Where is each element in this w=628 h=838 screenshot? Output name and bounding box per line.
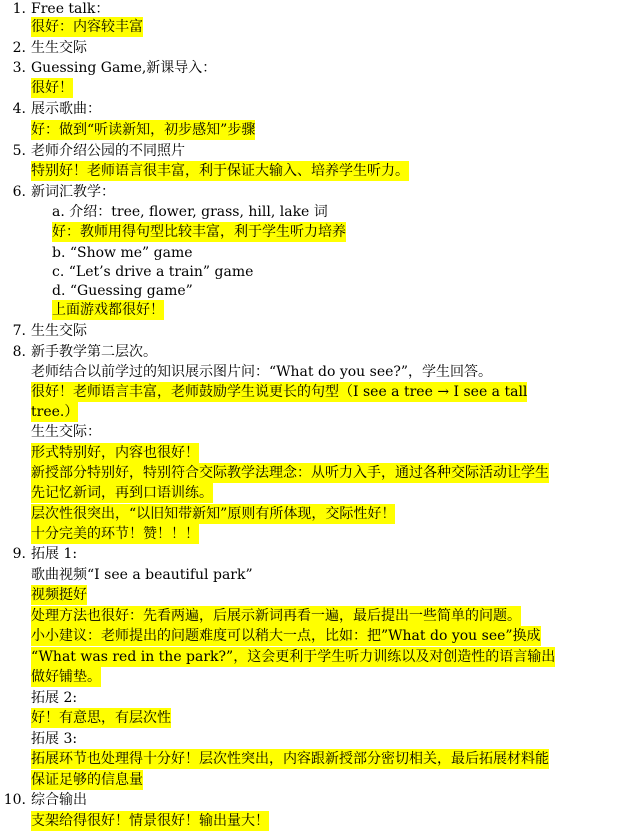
item-title: 老师介绍公园的不同照片 bbox=[31, 143, 185, 159]
comment-line: “What was red in the park?”，这会更利于学生听力训练以及对创造性的语言输出 bbox=[31, 649, 556, 665]
item-title: 拓展 1: bbox=[31, 546, 78, 562]
comment-line: 保证足够的信息量 bbox=[31, 772, 143, 788]
comment-line: 层次性很突出，“以旧知带新知”原则有所体现，交际性好！ bbox=[31, 506, 396, 522]
item-number: 4. bbox=[12, 101, 26, 117]
item-title: Free talk： bbox=[31, 1, 110, 17]
body-line: 生生交际： bbox=[31, 424, 101, 440]
item-number: 1. bbox=[12, 1, 26, 17]
item-number: 10. bbox=[3, 792, 26, 808]
comment-line: 很好：内容较丰富 bbox=[31, 19, 143, 35]
body-line: 歌曲视频“I see a beautiful park” bbox=[31, 567, 253, 583]
item-number: 8. bbox=[12, 344, 26, 360]
sub-item: c. “Let’s drive a train” game bbox=[52, 264, 254, 280]
comment-line: 好：做到“听读新知，初步感知”步骤 bbox=[31, 122, 256, 138]
item-title: 展示歌曲： bbox=[31, 101, 101, 117]
item-number: 9. bbox=[12, 546, 26, 562]
comment-line: 上面游戏都很好！ bbox=[52, 302, 164, 318]
item-number: 5. bbox=[12, 143, 26, 159]
item-number: 6. bbox=[12, 184, 26, 200]
item-number: 2. bbox=[12, 40, 26, 56]
item-title: 综合输出 bbox=[31, 792, 87, 808]
body-line: 拓展 2: bbox=[31, 690, 78, 706]
comment-line: 视频挺好 bbox=[31, 587, 87, 603]
comment-line: 很好！ bbox=[31, 80, 73, 96]
item-title: Guessing Game,新课导入： bbox=[31, 60, 217, 76]
item-title: 生生交际 bbox=[31, 40, 87, 56]
comment-line: 形式特别好，内容也很好！ bbox=[31, 445, 199, 461]
comment-line: 处理方法也很好：先看两遍，后展示新词再看一遍，最后提出一些简单的问题。 bbox=[31, 608, 521, 624]
comment-line: tree.） bbox=[31, 404, 79, 420]
sub-item: d. “Guessing game” bbox=[52, 283, 193, 299]
item-title: 新词汇教学： bbox=[31, 184, 115, 200]
item-title: 生生交际 bbox=[31, 323, 87, 339]
comment-line: 好！有意思，有层次性 bbox=[31, 710, 171, 726]
body-line: 老师结合以前学过的知识展示图片问：“What do you see?”，学生回答。 bbox=[31, 364, 493, 380]
sub-item: b. “Show me” game bbox=[52, 245, 193, 261]
comment-line: 好：教师用得句型比较丰富，利于学生听力培养 bbox=[52, 224, 346, 240]
item-number: 3. bbox=[12, 60, 26, 76]
comment-line: 支架给得很好！情景很好！输出量大！ bbox=[31, 813, 269, 829]
comment-line: 拓展环节也处理得十分好！层次性突出，内容跟新授部分密切相关，最后拓展材料能 bbox=[31, 751, 549, 767]
sub-item: a. 介绍：tree, flower, grass, hill, lake 词 bbox=[52, 204, 328, 220]
comment-line: 新授部分特别好，特别符合交际教学法理念：从听力入手，通过各种交际活动让学生 bbox=[31, 465, 549, 481]
comment-line: 十分完美的环节！赞！！！ bbox=[31, 526, 199, 542]
item-title: 新手教学第二层次。 bbox=[31, 344, 157, 360]
item-number: 7. bbox=[12, 323, 26, 339]
comment-line: 先记忆新词，再到口语训练。 bbox=[31, 485, 213, 501]
comment-line: 特别好！老师语言很丰富，利于保证大输入、培养学生听力。 bbox=[31, 163, 409, 179]
comment-line: 小小建议：老师提出的问题难度可以稍大一点，比如：把”What do you see”换成 bbox=[31, 628, 541, 644]
comment-line: 很好！老师语言丰富，老师鼓励学生说更长的句型（I see a tree → I see a tall bbox=[31, 384, 528, 400]
body-line: 拓展 3: bbox=[31, 731, 78, 747]
comment-line: 做好铺垫。 bbox=[31, 669, 101, 685]
